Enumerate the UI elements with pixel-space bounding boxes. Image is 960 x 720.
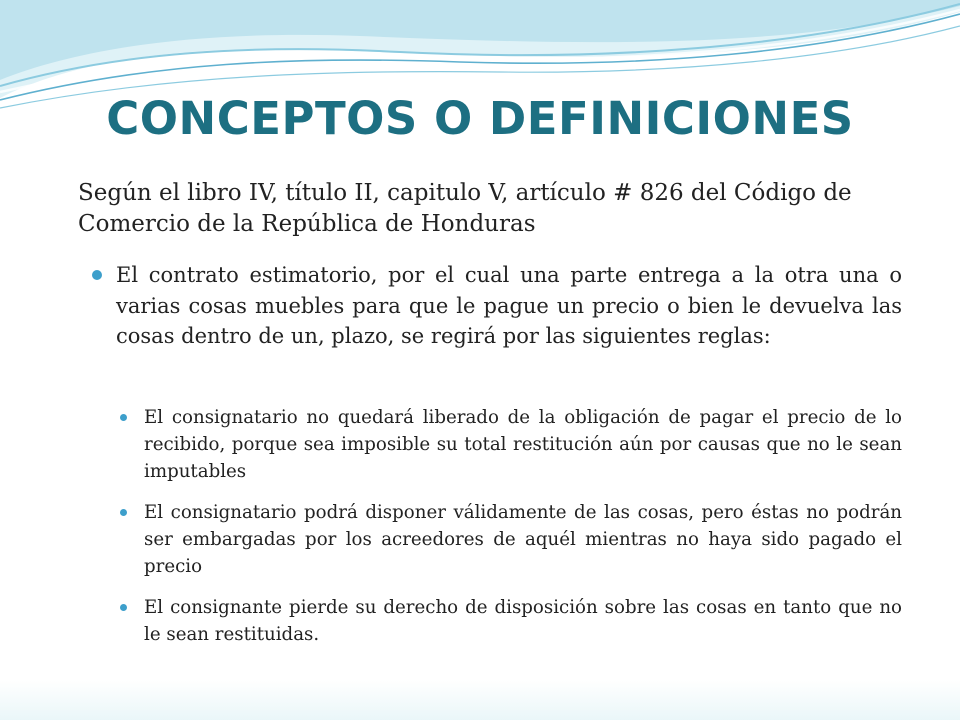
main-bullet	[78, 260, 902, 352]
bullet-dot-icon	[120, 414, 127, 421]
main-bullet-list	[78, 260, 902, 352]
rule-item	[118, 404, 902, 485]
rule-text: El consignante pierde su derecho de disposición sobre las cosas en tanto que no le sean restituidas.	[144, 597, 902, 645]
rule-text: El consignatario no quedará liberado de la obligación de pagar el precio de lo recibido, porque sea imposible su total restitución aún por causas que no le sean imputables	[144, 407, 902, 482]
bullet-dot-icon	[120, 604, 127, 611]
rule-item	[118, 594, 902, 648]
rules-list	[118, 404, 902, 662]
bullet-dot-icon	[92, 270, 102, 280]
bullet-dot-icon	[120, 509, 127, 516]
rule-item	[118, 499, 902, 580]
rule-text: El consignatario podrá disponer válidamente de las cosas, pero éstas no podrán ser embargadas por los acreedores de aquél mientras no haya sido pagado el precio	[144, 502, 902, 577]
bottom-gradient-decoration	[0, 680, 960, 720]
intro-paragraph: Según el libro IV, título II, capitulo V, artículo # 826 del Código de Comercio de la República de Honduras	[78, 180, 852, 237]
slide-title: CONCEPTOS O DEFINICIONES	[106, 92, 854, 145]
main-bullet-text: El contrato estimatorio, por el cual una parte entrega a la otra una o varias cosas muebles para que le pague un precio o bien le devuelva las cosas dentro de un, plazo, se regirá por las siguientes reglas:	[116, 263, 902, 348]
